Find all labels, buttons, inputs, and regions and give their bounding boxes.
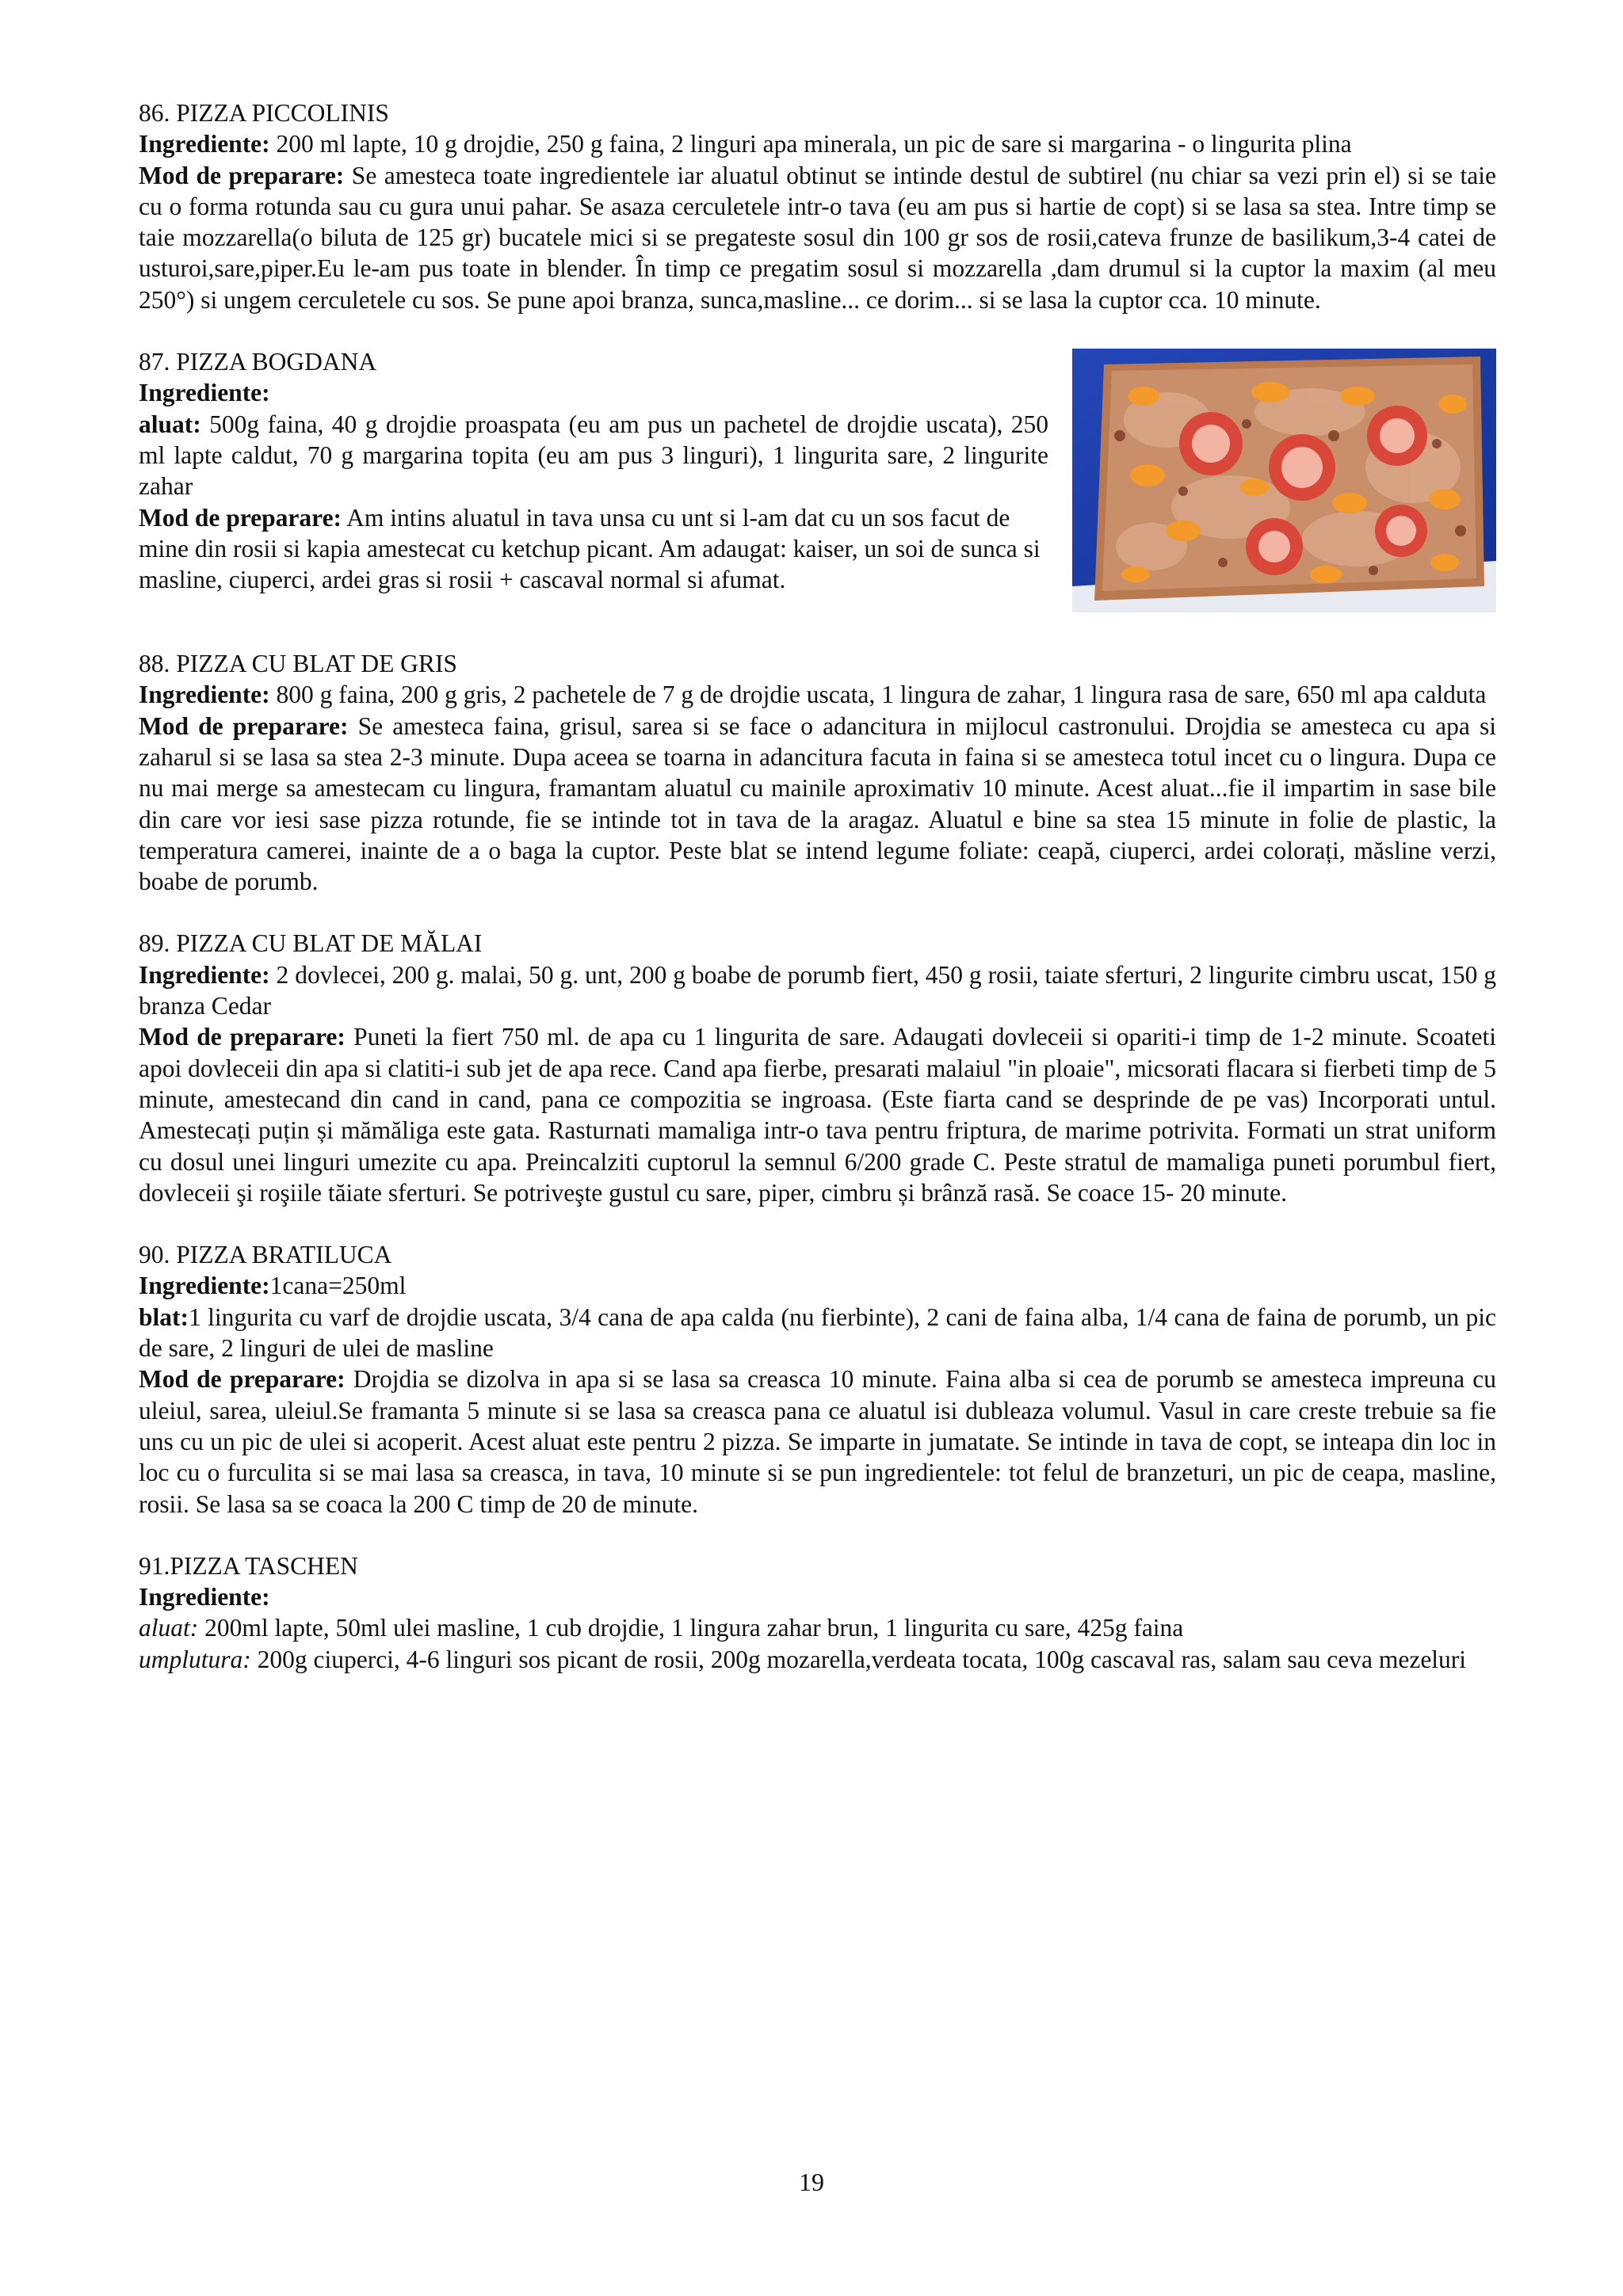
filling-paragraph [139, 1644, 1496, 1675]
method-paragraph [139, 711, 1496, 898]
method-text: Am intins aluatul in tava unsa cu unt si l-am dat cu un sos facut de mine din rosii si kapia amestecat cu ketchup picant. Am adaugat: kaiser, un soi de sunca si masline, ciuperci, ardei gras si rosii + cascaval normal si afumat. [139, 503, 1041, 594]
dough-label: aluat: [139, 410, 201, 438]
dough-text: 200ml lapte, 50ml ulei masline, 1 cub drojdie, 1 lingura zahar brun, 1 lingurita cu sare, 425g faina [198, 1614, 1184, 1642]
method-text: Puneti la fiert 750 ml. de apa cu 1 lingurita de sare. Adaugati dovleceii si opariti-i timp de 1-2 minute. Scoateti apoi dovleceii din apa si clatiti-i sub jet de apa rece. Cand apa fierbe, presarati malaiul "in ploaie", micsorati flacara si fierbeti timp de 5 minute, amestecand din cand in cand, pana ce compozitia se ingroasa. (Este fiarta cand se desprinde de pe vas) Incorporati untul. Amestecați puțin și mămăliga este gata. Rasturnati mamaliga intr-o tava pentru friptura, de marime potrivita. Formati un strat uniform cu dosul unei linguri umezite cu apa. Preincalziti cuptorul la semnul 6/200 grade C. Peste stratul de mamaliga puneti porumbul fiert, dovleceii şi roşiile tăiate sferturi. Se potriveşte gustul cu sare, piper, cimbru și brânză rasă. Se coace 15- 20 minute. [139, 1023, 1497, 1207]
pizza-photo [1072, 349, 1496, 612]
method-paragraph [139, 1021, 1496, 1208]
base-text: 1 lingurita cu varf de drojdie uscata, 3/4 cana de apa calda (nu fierbinte), 2 cani de faina alba, 1/4 cana de faina de porumb, un pic de sare, 2 linguri de ulei de masline [139, 1302, 1496, 1363]
dough-paragraph [139, 1612, 1496, 1643]
ingredients-label: Ingrediente: [139, 960, 270, 989]
recipe-title: 91.PIZZA TASCHEN [139, 1551, 358, 1580]
recipe-89 [139, 928, 1496, 1208]
filling-label: umplutura: [139, 1645, 251, 1673]
ingredients-text: 1cana=250ml [269, 1272, 407, 1300]
page-number: 19 [799, 2168, 824, 2196]
recipe-title: 87. PIZZA BOGDANA [139, 348, 377, 376]
recipe-title: 89. PIZZA CU BLAT DE MĂLAI [139, 929, 483, 958]
filling-text: 200g ciuperci, 4-6 linguri sos picant de rosii, 200g mozarella,verdeata tocata, 100g cascaval ras, salam sau ceva mezeluri [250, 1645, 1467, 1673]
recipe-91 [139, 1550, 1496, 1675]
ingredients-paragraph [139, 1270, 1496, 1301]
ingredients-text: 2 dovlecei, 200 g. malai, 50 g. unt, 200 g boabe de porumb fiert, 450 g rosii, taiate sferturi, 2 lingurite cimbru uscat, 150 g branza Cedar [139, 960, 1496, 1020]
method-label: Mod de preparare: [139, 1365, 346, 1394]
method-paragraph [139, 160, 1496, 315]
dough-text: 500g faina, 40 g drojdie proaspata (eu am pus un pachetel de drojdie uscata), 250 ml lapte caldut, 70 g margarina topita (eu am pus 3 linguri), 1 lingurita sare, 2 lingurite zahar [139, 410, 1048, 501]
method-paragraph [139, 1363, 1496, 1519]
ingredients-text: 800 g faina, 200 g gris, 2 pachetele de 7 g de drojdie uscata, 1 lingura de zahar, 1 lingura rasa de sare, 650 ml apa calduta [269, 681, 1487, 709]
ingredients-text: 200 ml lapte, 10 g drojdie, 250 g faina, 2 linguri apa minerala, un pic de sare si margarina - o lingurita plina [269, 130, 1352, 158]
recipe-87 [139, 346, 1496, 617]
method-label: Mod de preparare: [139, 161, 345, 189]
page-content [139, 97, 1496, 1675]
ingredients-label: Ingrediente: [139, 130, 270, 158]
recipe-90 [139, 1239, 1496, 1520]
pizza-photo-image [1072, 349, 1496, 612]
method-text: Se amesteca toate ingredientele iar aluatul obtinut se intinde destul de subtirel (nu chiar sa vezi prin el) si se taie cu o forma rotunda sau cu gura unui pahar. Se asaza cerculetele intr-o tava (eu am pus si hartie de copt) si se lasa sa stea. Intre timp se taie mozzarella(o biluta de 125 gr) bucatele mici si se pregateste sosul din 100 gr sos de rosii,cateva frunze de basilikum,3-4 catei de usturoi,sare,piper.Eu le-am pus toate in blender. În timp ce pregatim sosul si mozzarella ,dam drumul si la cuptor la maxim (al meu 250°) si ungem cerculetele cu sos. Se pune apoi branza, sunca,masline... ce dorim... si se lasa la cuptor cca. 10 minute. [139, 161, 1497, 314]
method-label: Mod de preparare: [139, 711, 349, 740]
ingredients-paragraph [139, 959, 1496, 1022]
ingredients-label: Ingrediente: [139, 379, 270, 407]
recipe-86 [139, 97, 1496, 315]
method-text: Se amesteca faina, grisul, sarea si se face o adancitura in mijlocul castronului. Drojdia se amesteca cu apa si zaharul si se lasa sa stea 2-3 minute. Dupa aceea se toarna in adancitura facuta in faina si se amesteca totul incet cu o lingura. Dupa ce nu mai merge sa amestecam cu lingura, framantam aluatul cu mainile aproximativ 10 minute. Acest aluat...fie il impartim in sase bile din care vor iesi sase pizza rotunde, fie se intinde tot in tava de la aragaz. Aluatul e bine sa stea 15 minute in folie de plastic, la temperatura camerei, inainte de a o baga la cuptor. Peste blat se intend legume foliate: ceapă, ciuperci, ardei colorați, măsline verzi, boabe de porumb. [139, 711, 1496, 896]
ingredients-paragraph [139, 679, 1496, 710]
method-text: Drojdia se dizolva in apa si se lasa sa creasca 10 minute. Faina alba si cea de porumb se amesteca impreuna cu uleiul, sarea, uleiul.Se framanta 5 minute si se lasa sa creasca pana ce aluatul isi dubleaza volumul. Vasul in care creste trebuie sa fie uns cu un pic de ulei si acoperit. Acest aluat este pentru 2 pizza. Se imparte in jumatate. Se intinde in tava de copt, se inteapa din loc in loc cu o furculita si se mai lasa sa creasca, in tava, 10 minute si se pun ingredientele: tot felul de branzeturi, un pic de ceapa, masline, rosii. Se lasa sa se coaca la 200 C timp de 20 de minute. [139, 1365, 1497, 1518]
recipe-88 [139, 648, 1496, 897]
ingredients-label: Ingrediente: [139, 1583, 270, 1611]
recipe-title: 90. PIZZA BRATILUCA [139, 1241, 392, 1269]
recipe-title: 88. PIZZA CU BLAT DE GRIS [139, 650, 457, 678]
method-label: Mod de preparare: [139, 503, 342, 532]
ingredients-label: Ingrediente: [139, 1272, 270, 1300]
method-label: Mod de preparare: [139, 1023, 346, 1051]
recipe-title: 86. PIZZA PICCOLINIS [139, 99, 389, 127]
ingredients-paragraph [139, 128, 1496, 159]
base-label: blat: [139, 1302, 189, 1331]
base-paragraph [139, 1302, 1496, 1364]
ingredients-label: Ingrediente: [139, 681, 270, 709]
dough-label: aluat: [139, 1614, 199, 1642]
